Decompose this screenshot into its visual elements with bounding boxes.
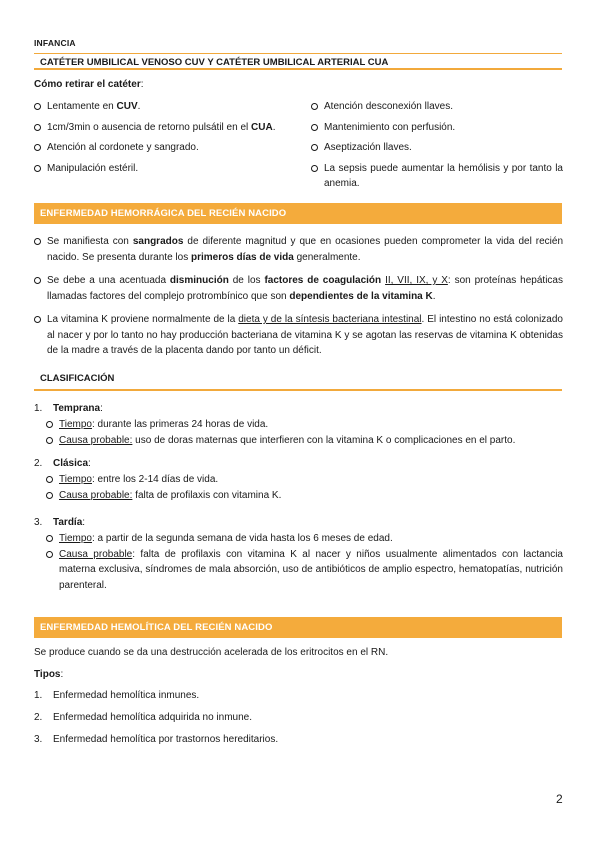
classification-details: [46, 531, 563, 593]
item-number: 2.: [34, 458, 43, 469]
tipo-item: Enfermedad hemolítica inmunes.: [53, 690, 200, 701]
list-item: La sepsis puede aumentar la hemólisis y por tanto la anemia.: [311, 161, 563, 192]
list-item: Aseptización llaves.: [311, 140, 563, 156]
item-number: 1.: [34, 403, 43, 414]
list-item: Causa probable: uso de doras maternas que interfieren con la vitamina K o complicaciones en el parto.: [46, 433, 563, 449]
catheter-subtitle: Cómo retirar el catéter:: [34, 79, 144, 90]
hemorrhagic-list: [34, 234, 563, 359]
catheter-section-header: CATÉTER UMBILICAL VENOSO CUV Y CATÉTER UMBILICAL ARTERIAL CUA: [34, 53, 562, 70]
tipo-item: Enfermedad hemolítica adquirida no inmune.: [53, 712, 253, 723]
tipo-item: Enfermedad hemolítica por trastornos hereditarios.: [53, 734, 279, 745]
list-item: Tiempo: entre los 2-14 días de vida.: [46, 472, 563, 488]
list-item: Se manifiesta con sangrados de diferente magnitud y que en ocasiones pueden comprometer la vida del recién nacido. Se presenta durante los primeros días de vida generalmente.: [34, 234, 563, 265]
list-item: Causa probable: falta de profilaxis con vitamina K.: [46, 488, 563, 504]
item-number: 3.: [34, 734, 43, 745]
hemolytic-section-header: ENFERMEDAD HEMOLÍTICA DEL RECIÉN NACIDO: [34, 617, 562, 638]
catheter-left-list: [34, 99, 286, 176]
section-label: INFANCIA: [34, 38, 76, 48]
catheter-right-list: [311, 99, 563, 192]
item-number: 2.: [34, 712, 43, 723]
classification-name: Temprana:: [53, 403, 103, 414]
list-item: Atención al cordonete y sangrado.: [34, 140, 286, 156]
list-item: Atención desconexión llaves.: [311, 99, 563, 115]
list-item: Lentamente en CUV.: [34, 99, 286, 115]
list-item: Manipulación estéril.: [34, 161, 286, 177]
hemolytic-intro: Se produce cuando se da una destrucción acelerada de los eritrocitos en el RN.: [34, 647, 389, 658]
list-item: Tiempo: durante las primeras 24 horas de vida.: [46, 417, 563, 433]
tipos-label: Tipos:: [34, 669, 64, 680]
list-item: Causa probable: falta de profilaxis con vitamina K al nacer y niños usualmente alimentados con lactancia materna exclusiva, síndromes de mala absorción, uso de antibióticos de amplio espectro, hematopatías, nutrición parenteral.: [46, 547, 563, 594]
hemorrhagic-section-header: ENFERMEDAD HEMORRÁGICA DEL RECIÉN NACIDO: [34, 203, 562, 224]
classification-name: Tardía:: [53, 517, 86, 528]
list-item: Tiempo: a partir de la segunda semana de vida hasta los 6 meses de edad.: [46, 531, 563, 547]
page-number: 2: [556, 792, 563, 806]
classification-details: [46, 472, 563, 503]
item-number: 1.: [34, 690, 43, 701]
list-item: Se debe a una acentuada disminución de los factores de coagulación II, VII, IX, y X: son proteínas hepáticas llamadas factores del complejo protrombínico que son dependientes de la vitamina K.: [34, 273, 563, 304]
classification-section-header: CLASIFICACIÓN: [34, 369, 562, 391]
list-item: 1cm/3min o ausencia de retorno pulsátil en el CUA.: [34, 120, 286, 136]
classification-details: [46, 417, 563, 448]
item-number: 3.: [34, 517, 43, 528]
list-item: Mantenimiento con perfusión.: [311, 120, 563, 136]
list-item: La vitamina K proviene normalmente de la dieta y de la síntesis bacteriana intestinal. El intestino no está colonizado al nacer y por lo tanto no hay producción bacteriana de vitamina K y se agotan las reservas de vitamina K obtenidas de la madre a través de la placenta dando por tanto un déficit.: [34, 312, 563, 359]
classification-name: Clásica:: [53, 458, 91, 469]
